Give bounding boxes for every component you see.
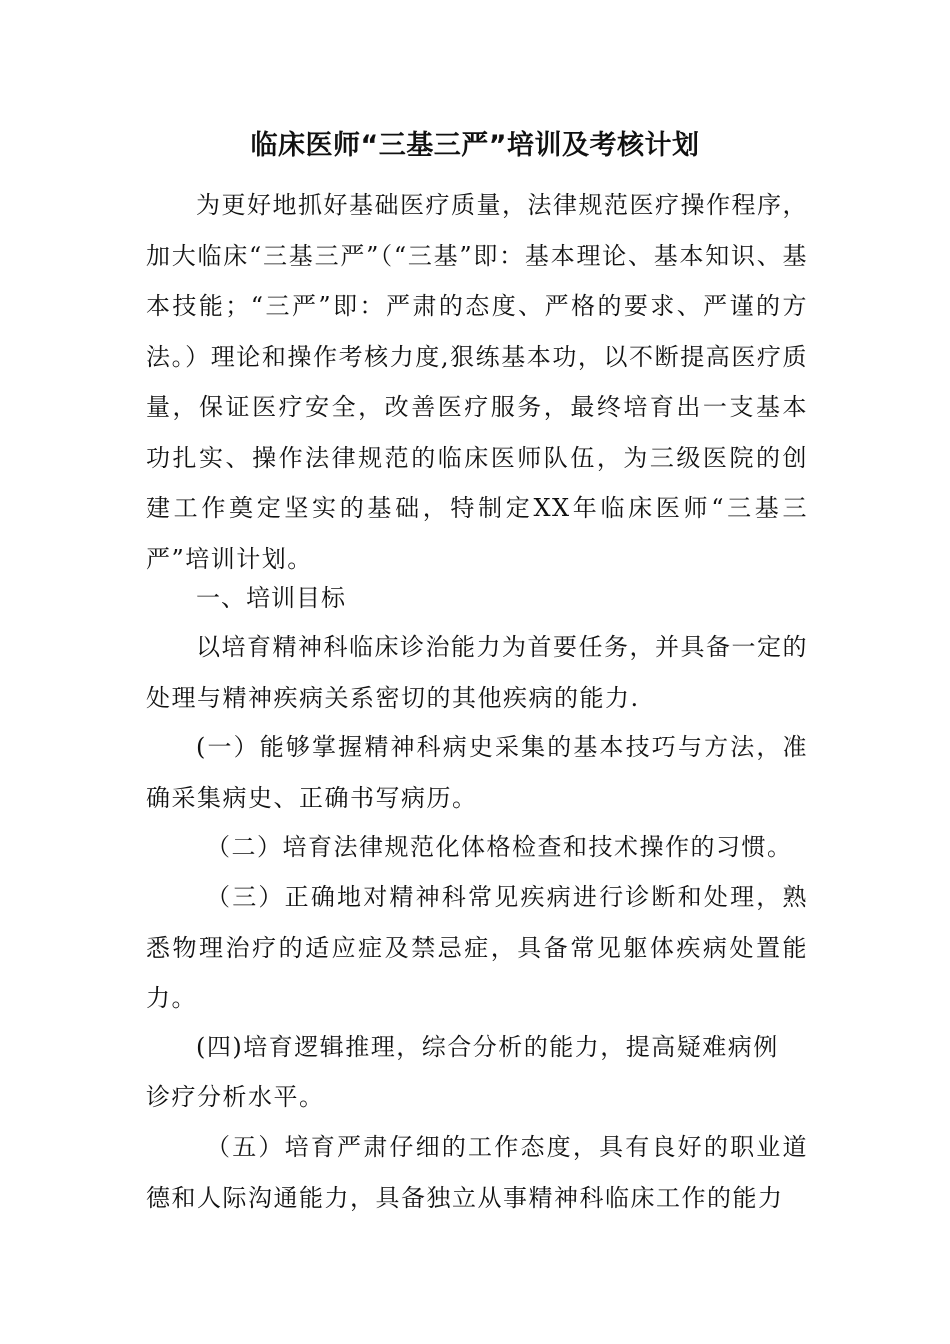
goal-item-1: (一）能够掌握精神科病史采集的基本技巧与方法，准确采集病史、正确书写病历。 bbox=[146, 733, 808, 812]
goal-item-5: （五）培育严肃仔细的工作态度，具有良好的职业道德和人际沟通能力，具备独立从事精神科临床工作的能力 bbox=[146, 1133, 808, 1212]
goal-item-2: （二）培育法律规范化体格检查和技术操作的习惯。 bbox=[206, 833, 793, 861]
intro-paragraph: 为更好地抓好基础医疗质量，法律规范医疗操作程序，加大临床“三基三严”（“三基”即：基本理论、基本知识、基本技能；“三严”即：严肃的态度、严格的要求、严谨的方法。）理论和操作考核力度,狠练基本功，以不断提高医疗质量，保证医疗安全，改善医疗服务，最终培育出一支基本功扎实、操作法律规范的临床医师队伍，为三级医院的创建工作奠定坚实的基础，特制定XX年临床医师“三基三严”培训计划。 bbox=[146, 191, 808, 573]
goal-item-4-line-1: (四)培育逻辑推理，综合分析的能力，提高疑难病例 bbox=[196, 1033, 779, 1061]
section-intro-paragraph: 以培育精神科临床诊治能力为首要任务，并具备一定的处理与精神疾病关系密切的其他疾病的能力. bbox=[146, 633, 808, 712]
goal-item-3: （三）正确地对精神科常见疾病进行诊断和处理，熟悉物理治疗的适应症及禁忌症，具备常见躯体疾病处置能力。 bbox=[146, 883, 808, 1012]
goal-item-4-line-2: 诊疗分析水平。 bbox=[146, 1083, 325, 1111]
section-heading-training-goals: 一、培训目标 bbox=[196, 584, 346, 612]
document-title: 临床医师“三基三严”培训及考核计划 bbox=[250, 130, 700, 161]
